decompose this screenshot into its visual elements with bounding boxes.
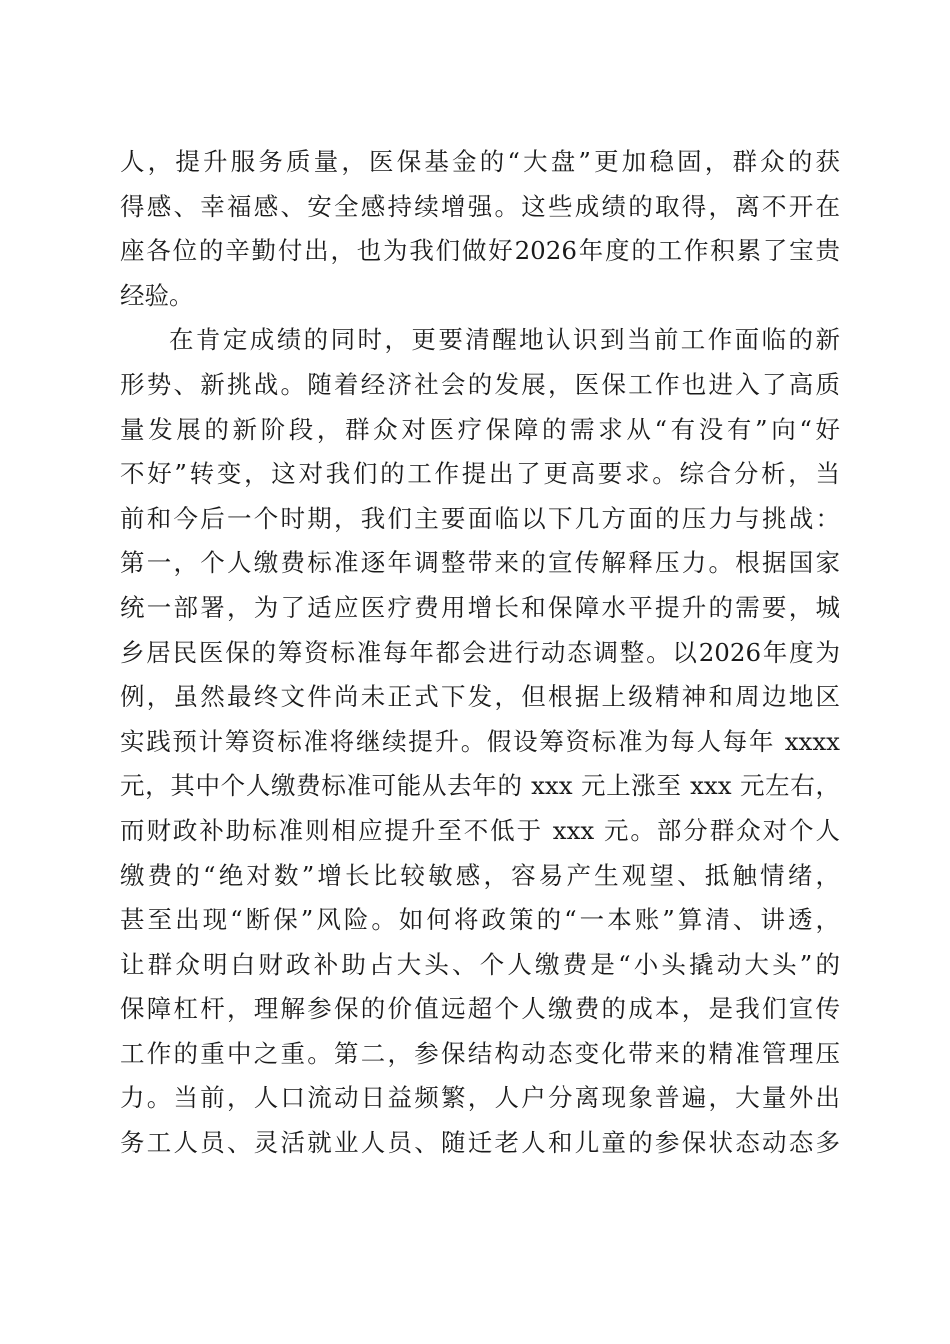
text-line: 保障杠杆，理解参保的价值远超个人缴费的成本，是我们宣传 [120,994,840,1024]
text-line: 让群众明白财政补助占大头、个人缴费是“小头撬动大头”的 [120,949,840,979]
text-line: 缴费的“绝对数”增长比较敏感，容易产生观望、抵触情绪， [120,860,840,890]
text-line: 座各位的辛勤付出，也为我们做好2026年度的工作积累了宝贵 [120,236,840,266]
text-line: 形势、新挑战。随着经济社会的发展，医保工作也进入了高质 [120,369,840,399]
text-line: 乡居民医保的筹资标准每年都会进行动态调整。以2026年度为 [120,637,840,667]
text-line: 力。当前，人口流动日益频繁，人户分离现象普遍，大量外出 [120,1083,840,1113]
text-line: 而财政补助标准则相应提升至不低于 xxx 元。部分群众对个人 [120,815,840,845]
text-line: 不好”转变，这对我们的工作提出了更高要求。综合分析，当 [120,459,840,489]
text-line: 实践预计筹资标准将继续提升。假设筹资标准为每人每年 xxxx [120,726,840,756]
text-line: 例，虽然最终文件尚未正式下发，但根据上级精神和周边地区 [120,682,840,712]
paragraph-1 [120,140,840,318]
text-line: 前和今后一个时期，我们主要面临以下几方面的压力与挑战： [120,503,840,533]
text-line: 甚至出现“断保”风险。如何将政策的“一本账”算清、讲透， [120,905,840,935]
text-line: 元，其中个人缴费标准可能从去年的 xxx 元上涨至 xxx 元左右， [120,771,840,801]
document-body [120,140,840,1166]
text-line: 务工人员、灵活就业人员、随迁老人和儿童的参保状态动态多 [120,1128,840,1158]
text-line: 统一部署，为了适应医疗费用增长和保障水平提升的需要，城 [120,592,840,622]
text-line: 在肯定成绩的同时，更要清醒地认识到当前工作面临的新 [169,325,840,355]
text-line: 得感、幸福感、安全感持续增强。这些成绩的取得，离不开在 [120,191,840,221]
text-line: 量发展的新阶段，群众对医疗保障的需求从“有没有”向“好 [120,414,840,444]
text-line: 工作的重中之重。第二，参保结构动态变化带来的精准管理压 [120,1038,840,1068]
text-line: 人，提升服务质量，医保基金的“大盘”更加稳固，群众的获 [120,147,840,176]
paragraph-2 [120,318,840,1165]
text-line: 第一，个人缴费标准逐年调整带来的宣传解释压力。根据国家 [120,548,840,578]
text-line: 经验。 [120,280,194,310]
